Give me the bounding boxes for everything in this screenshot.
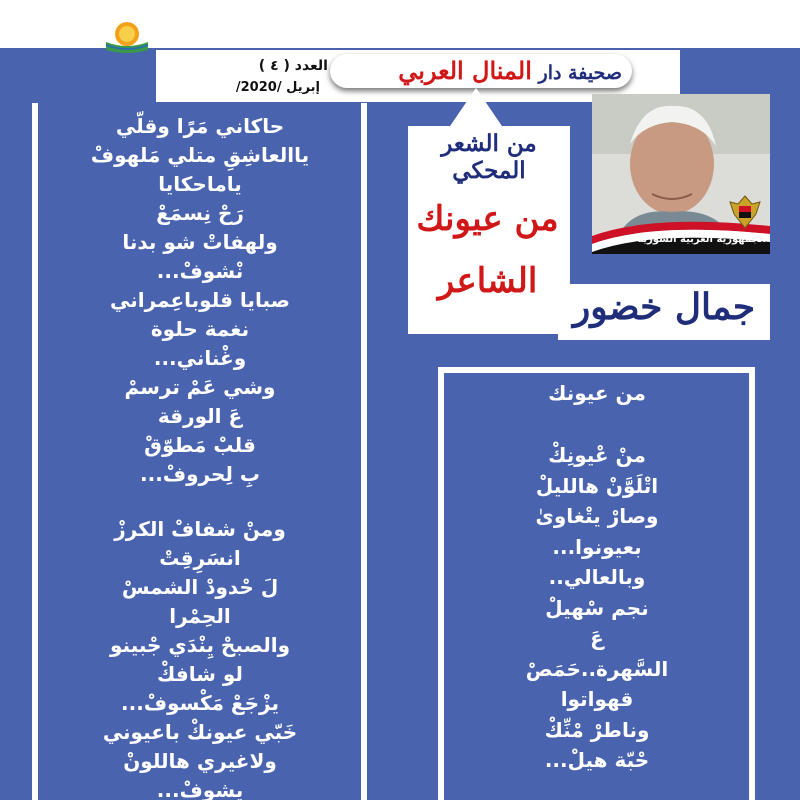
poem-line: وناطرْ مْنِّكْ (544, 717, 650, 742)
poem-line: منْ عْيونِكْ (548, 443, 646, 467)
poem-line: صبايا قلوباعِمراني (110, 288, 290, 312)
poem-line: وغْناني... (153, 346, 247, 370)
poem-line: انسَرِقِتْ (159, 546, 241, 570)
stanza-gap (40, 489, 360, 515)
poem-line: عَ (590, 626, 604, 650)
photo-caption: الجمهورية العربية السورية (637, 234, 766, 245)
poem-line: نْشوفْ... (156, 259, 244, 283)
poem-line: بعيونوا... (552, 534, 642, 559)
poem-title: من عيونك (416, 199, 559, 239)
issue-number: العدد ( ٤ ) (258, 58, 328, 74)
poem-line: رَحْ نِسمَعْ (156, 201, 244, 225)
poem-line: ولاغيري هاللونْ (123, 749, 277, 773)
newspaper-title (398, 56, 622, 88)
poem-line: يشوفْ... (156, 778, 244, 802)
poem-line: قهواتوا (560, 687, 634, 711)
poem-line: ولهفاتْ شو بدنا (122, 230, 278, 254)
poem-line: لَ حْدودْ الشمسْ (121, 575, 279, 599)
poet-photo (592, 94, 770, 254)
poem-line: حاكاني مَرًا وقلّي (115, 114, 285, 138)
poem-line: وبالعالي.. (548, 565, 646, 589)
poem-line: ومنْ شفافْ الكرزْ (114, 517, 286, 541)
poem-line: اتْلَوَّنْ هالليلْ (535, 473, 659, 498)
poem-line: السَّهرة..حَمَصْ (525, 656, 669, 681)
newspaper-title-box (330, 54, 632, 88)
right-poem-title: من عيونك (548, 381, 646, 405)
poem-line: نغمة حلوة (150, 317, 250, 341)
poet-name: جمال خضور (572, 286, 756, 328)
poem-line: ياماحكايا (158, 172, 242, 196)
poem-genre: من الشعر المحكي (441, 130, 537, 184)
poem-line: بِ لِحروفْ... (140, 462, 260, 486)
newspaper-label: صحيفة دار (538, 62, 622, 84)
logo-icon (104, 20, 150, 54)
poem-line: يزْجَعْ مَكْسوفْ... (121, 691, 279, 715)
poem-line: نجم سْهيلْ (545, 595, 649, 620)
poem-line: والصبحْ يِنْدَي جْبينو (109, 633, 290, 657)
poem-line: خَبّي عيونكْ باعيوني (102, 720, 298, 744)
poem-line: الحِمْرا (169, 604, 231, 628)
syrian-emblem-icon (728, 194, 762, 230)
poem-line: لو شافكْ (157, 662, 243, 686)
newspaper-name: المنال العربي (398, 56, 532, 85)
poet-label: الشاعر (437, 261, 538, 301)
left-poem (40, 112, 360, 805)
right-poem (452, 440, 742, 776)
poem-line: قلبْ مَطوّقْ (144, 433, 256, 457)
poem-line: عَ الورقة (157, 404, 243, 428)
poem-line: وشي عَمْ ترسمْ (124, 375, 276, 399)
poem-line: وصارْ يتْغاوىٰ (535, 504, 659, 528)
issue-date: إبريل /2020/ (235, 80, 320, 95)
poem-line: ياالعاشِقِ متلي مَلهوفْ (90, 143, 310, 167)
poem-line: حْبّة هيلْ... (544, 748, 650, 772)
